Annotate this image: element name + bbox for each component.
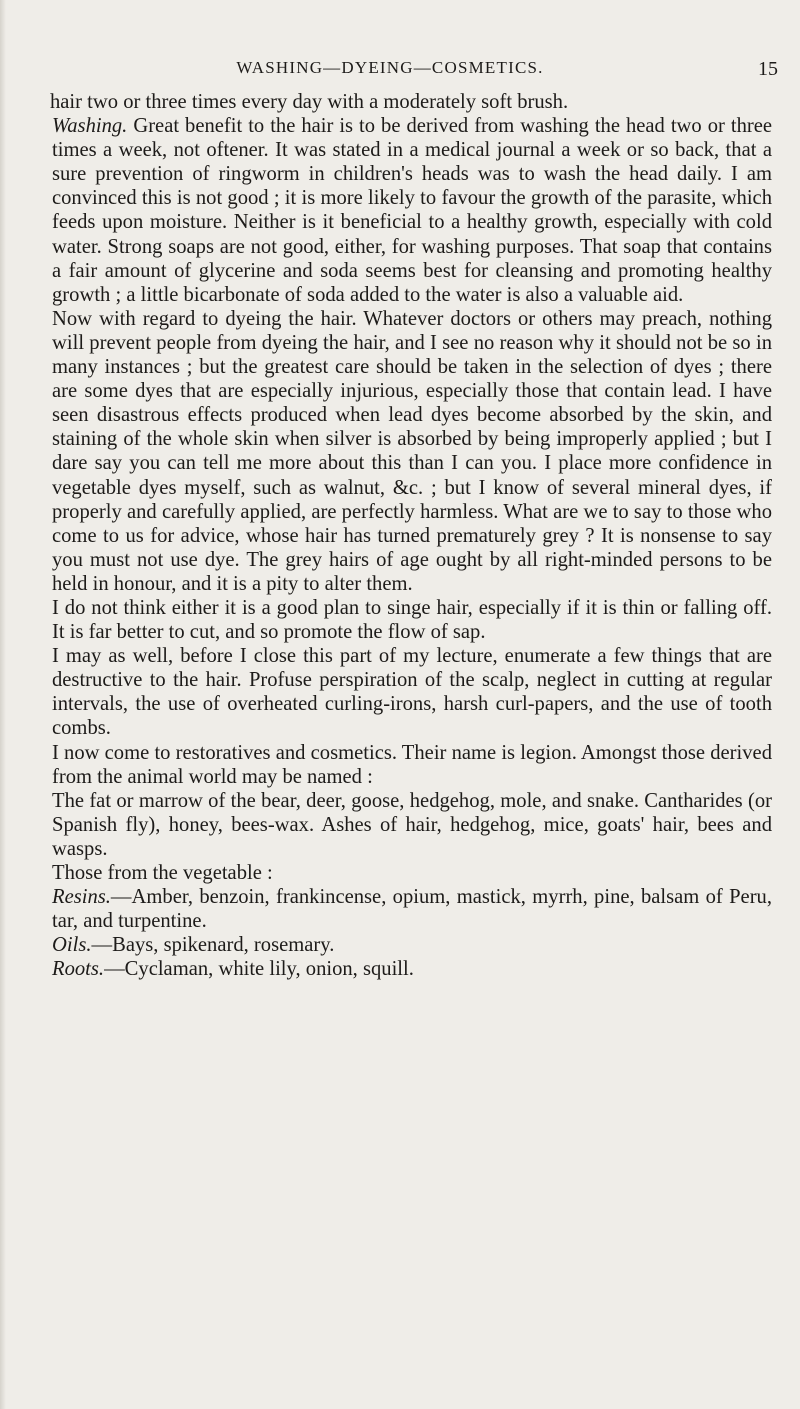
paragraph xyxy=(52,861,772,885)
paragraph-text: I do not think either it is a good plan to singe hair, especially if it is thin or falling off. It is far better to cut, and so promote the flow of sap. xyxy=(52,596,772,644)
paragraph xyxy=(52,933,772,957)
body-text xyxy=(52,90,772,981)
paragraph xyxy=(52,741,772,789)
paragraph-text: Those from the vegetable : xyxy=(52,862,273,884)
paragraph xyxy=(52,596,772,644)
paragraph-text: Now with regard to dyeing the hair. Whatever doctors or others may preach, nothing will prevent people from dyeing the hair, and I see no reason why it should not be so in many instances ; but the greatest care should be taken in the selection of dyes ; there are some dyes that are especially injurious, especially those that contain lead. I have seen disastrous effects produced when lead dyes become absorbed by the skin, and staining of the whole skin when silver is absorbed by being improperly applied ; but I dare say you can tell me more about this than I can you. I place more confidence in vegetable dyes myself, such as walnut, &c. ; but I know of several mineral dyes, if properly and carefully applied, are perfectly harmless. What are we to say to those who come to us for advice, whose hair has turned prematurely grey ? It is nonsense to say you must not use dye. The grey hairs of age ought by all right-minded persons to be held in honour, and it is a pity to alter them. xyxy=(52,307,772,595)
paragraph-lead: Oils. xyxy=(52,934,92,957)
paragraph-lead: Resins. xyxy=(52,886,111,909)
paragraph xyxy=(52,789,772,861)
running-head: WASHING—DYEING—COSMETICS. xyxy=(236,58,544,77)
page-number: 15 xyxy=(758,58,778,80)
paragraph-text: —Cyclaman, white lily, onion, squill. xyxy=(104,958,414,981)
paragraph xyxy=(52,885,772,933)
paragraph xyxy=(52,307,772,596)
paragraph-text: Great benefit to the hair is to be derived from washing the head two or three times a week, not oftener. It was stated in a medical journal a week or so back, that a sure prevention of ringworm in children's heads was to wash the head daily. I am convinced this is not good ; it is more likely to favour the growth of the parasite, which feeds upon moisture. Neither is it beneficial to a healthy growth, especially with cold water. Strong soaps are not good, either, for washing purposes. That soap that contains a fair amount of glycerine and soda seems best for cleansing and promoting healthy growth ; a little bicarbonate of soda added to the water is also a valuable aid. xyxy=(52,115,772,306)
paragraph-text: I may as well, before I close this part of my lecture, enumerate a few things that are destructive to the hair. Profuse perspiration of the scalp, neglect in cutting at regular intervals, the use of overheated curling-irons, harsh curl-papers, and the use of tooth combs. xyxy=(52,645,772,740)
scan-edge-shadow xyxy=(0,0,6,1409)
paragraph-text: —Amber, benzoin, frankincense, opium, mastick, myrrh, pine, balsam of Peru, tar, and turpentine. xyxy=(52,886,772,933)
paragraph-lead: Roots. xyxy=(52,958,105,981)
paragraph xyxy=(52,644,772,740)
paragraph-text: The fat or marrow of the bear, deer, goose, hedgehog, mole, and snake. Cantharides (or Spanish fly), honey, bees-wax. Ashes of hair, hedgehog, mice, goats' hair, bees and wasps. xyxy=(52,789,772,860)
paragraph-text: I now come to restoratives and cosmetics. Their name is legion. Amongst those derived from the animal world may be named : xyxy=(52,741,772,788)
paragraph xyxy=(52,90,772,114)
paragraph-text: —Bays, spikenard, rosemary. xyxy=(91,934,335,957)
paragraph-text: hair two or three times every day with a moderately soft brush. xyxy=(50,91,569,113)
paragraph-lead: Washing. xyxy=(52,115,128,138)
paragraph xyxy=(52,957,772,981)
paragraph xyxy=(52,114,772,307)
